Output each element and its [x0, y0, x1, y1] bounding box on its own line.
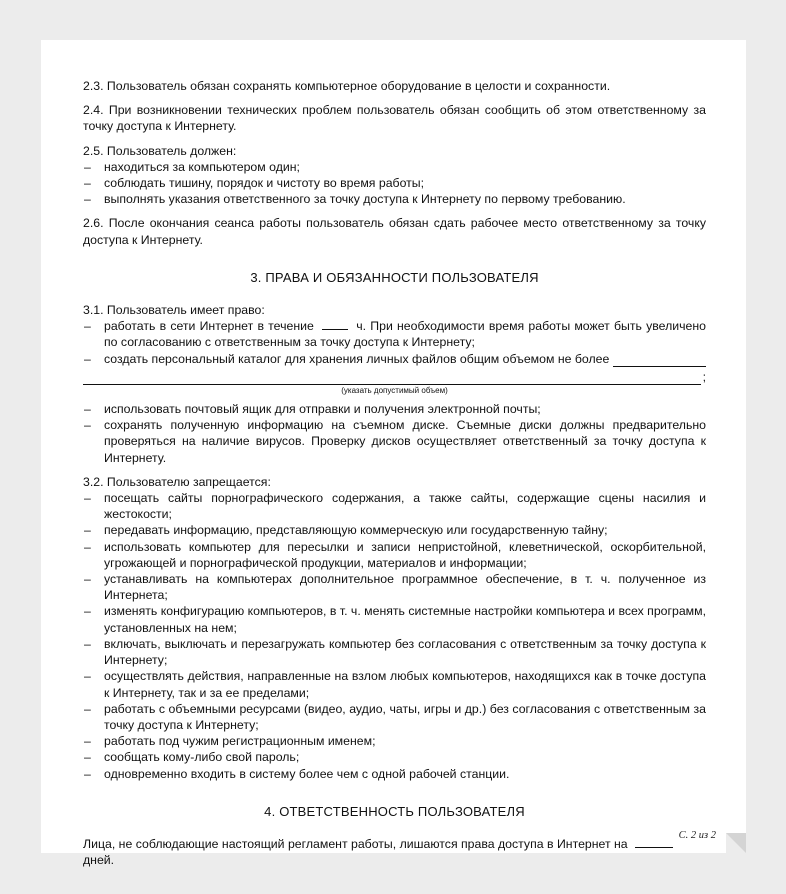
item-text: одновременно входить в систему более чем с одной рабочей станции.: [104, 766, 510, 781]
volume-blank-row: [83, 369, 706, 385]
dash-marker: –: [84, 669, 91, 684]
list-item: [83, 766, 706, 782]
item-text: работать с объемными ресурсами (видео, аудио, чаты, игры и др.) без согласования с ответственным за точку доступа к Интернету;: [104, 701, 706, 732]
item-text: включать, выключать и перезагружать компьютер без согласования с ответственным за точку доступа к Интернету;: [104, 636, 706, 668]
clause-3-2-lead: 3.2. Пользователю запрещается:: [83, 474, 271, 489]
dash-marker: –: [84, 418, 91, 433]
dash-marker: –: [84, 491, 91, 506]
page-number: С. 2 из 2: [678, 830, 716, 841]
list-item: [83, 175, 706, 191]
item-text: использовать почтовый ящик для отправки и получения электронной почты;: [104, 402, 541, 417]
dash-marker: –: [84, 523, 91, 538]
clause-2-6: 2.6. После окончания сеанса работы пользователь обязан сдать рабочее место ответственному за точку доступа к Интернету.: [83, 216, 706, 247]
list-item: [83, 351, 706, 367]
list-item: [83, 490, 706, 522]
item-text: выполнять указания ответственного за точку доступа к Интернету по первому требованию.: [104, 192, 626, 207]
item-text: передавать информацию, представляющую коммерческую или государственную тайну;: [104, 523, 608, 538]
dash-marker: –: [84, 351, 91, 366]
dash-marker: –: [84, 176, 91, 191]
list-item: [83, 636, 706, 668]
list-item: [83, 191, 706, 207]
field-hint: (указать допустимый объем): [341, 386, 448, 396]
dash-marker: –: [84, 319, 91, 334]
list-item: [83, 733, 706, 749]
section-4-heading: 4. ОТВЕТСТВЕННОСТЬ ПОЛЬЗОВАТЕЛЯ: [264, 803, 525, 819]
item-text: ч. При необходимости время работы может быть увеличено по согласованию с ответственным за точку доступа к Интернету;: [104, 319, 706, 350]
volume-blank-line[interactable]: [83, 372, 701, 385]
list-item: [83, 571, 706, 603]
item-text: работать под чужим регистрационным именем;: [104, 734, 376, 749]
list-item: [83, 417, 706, 466]
dash-marker: –: [84, 539, 91, 554]
list-item: [83, 522, 706, 538]
days-blank[interactable]: [635, 836, 673, 848]
list-item: [83, 603, 706, 635]
clause-3-2: [83, 474, 706, 782]
document-page: [41, 40, 746, 868]
document-body: [83, 78, 706, 868]
clause-3-1: [83, 302, 706, 466]
item-text: работать в сети Интернет в течение: [104, 319, 314, 334]
item-text: находиться за компьютером один;: [104, 159, 300, 174]
section-4-text: [83, 836, 706, 868]
page-corner-fold: [726, 833, 746, 853]
dash-marker: –: [84, 636, 91, 651]
section-3-heading: 3. ПРАВА И ОБЯЗАННОСТИ ПОЛЬЗОВАТЕЛЯ: [250, 269, 539, 285]
section-4-text-after: дней.: [83, 853, 115, 868]
clause-2-5: [83, 143, 706, 208]
list-item: [83, 318, 706, 350]
dash-marker: –: [84, 734, 91, 749]
dash-marker: –: [84, 402, 91, 417]
item-text: посещать сайты порнографического содержания, а также сайты, содержащие сцены насилия и жестокости;: [104, 491, 706, 522]
item-text: устанавливать на компьютерах дополнительное программное обеспечение, в т. ч. полученное из Интернета;: [104, 572, 706, 603]
list-item: [83, 159, 706, 175]
item-text: создать персональный каталог для хранения личных файлов общим объемом не более: [104, 351, 610, 366]
clause-2-5-lead: 2.5. Пользователь должен:: [83, 143, 237, 158]
item-text: использовать компьютер для пересылки и записи непристойной, клеветнической, оскорбительной, угрожающей и порнографической продукции, материалов и информации;: [104, 539, 706, 570]
dash-marker: –: [84, 192, 91, 207]
volume-blank[interactable]: [613, 354, 706, 367]
dash-marker: –: [84, 750, 91, 765]
hours-blank[interactable]: [322, 318, 348, 330]
dash-marker: –: [84, 159, 91, 174]
clause-3-1-lead: 3.1. Пользователь имеет право:: [83, 303, 265, 318]
list-item: [83, 539, 706, 571]
clause-2-3: 2.3. Пользователь обязан сохранять компьютерное оборудование в целости и сохранности.: [83, 79, 611, 93]
item-text: сообщать кому-либо свой пароль;: [104, 750, 300, 765]
section-4-text-before: Лица, не соблюдающие настоящий регламент работы, лишаются права доступа в Интернет на: [83, 836, 628, 851]
item-text: осуществлять действия, направленные на взлом любых компьютеров, находящихся как в точке доступа к Интернету, так и за ее пределами;: [104, 669, 706, 700]
list-item: [83, 401, 706, 417]
dash-marker: –: [84, 572, 91, 587]
dash-marker: –: [84, 766, 91, 781]
item-text: изменять конфигурацию компьютеров, в т. ч. менять системные настройки компьютера и всех программ, установленных на нем;: [104, 604, 706, 635]
dash-marker: –: [84, 604, 91, 619]
list-item: [83, 668, 706, 700]
item-text: сохранять полученную информацию на съемном диске. Съемные диски должны предварительно проверяться на наличие вирусов. Проверку дисков осуществляет ответственный за точку доступа к Интернету.: [104, 418, 706, 465]
list-item: [83, 701, 706, 733]
clause-2-4: 2.4. При возникновении технических проблем пользователь обязан сообщить об этом ответственному за точку доступа к Интернету.: [83, 103, 706, 134]
dash-marker: –: [84, 701, 91, 716]
item-end: ;: [702, 369, 706, 384]
list-item: [83, 749, 706, 765]
item-text: соблюдать тишину, порядок и чистоту во время работы;: [104, 176, 425, 191]
